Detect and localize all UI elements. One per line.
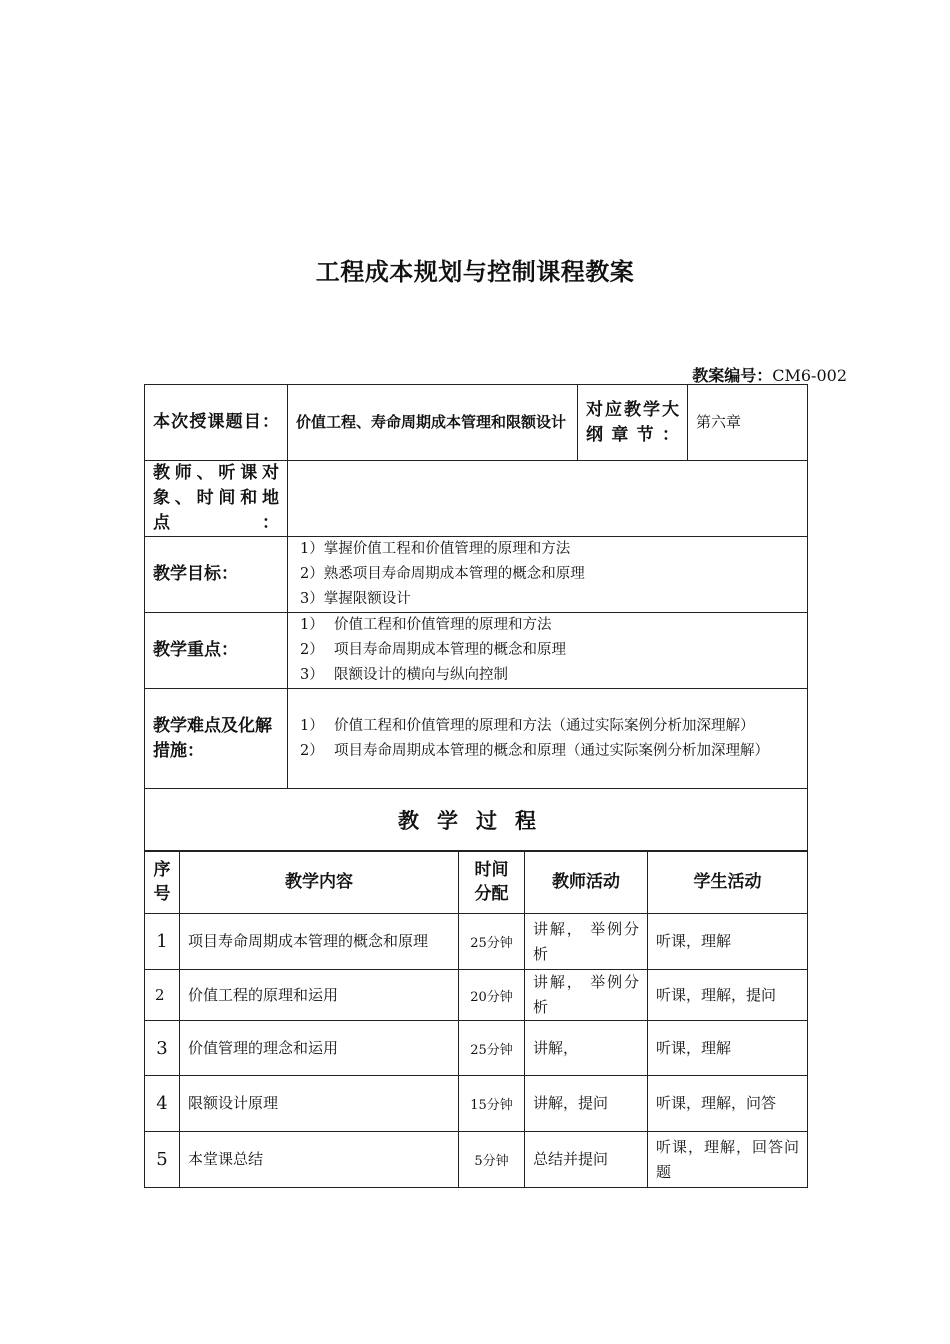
keypoints-row [145, 613, 808, 689]
row-seq: 2 [145, 970, 180, 1021]
row-seq: 3 [145, 1021, 180, 1076]
objectives-label: 教学目标： [145, 537, 288, 613]
objectives-list [288, 537, 808, 613]
keypoints-list [288, 613, 808, 689]
row-seq: 5 [145, 1132, 180, 1188]
process-header-row [145, 851, 808, 914]
column-header-teacher: 教师活动 [525, 851, 648, 914]
row-teacher-activity: 讲解， 举例分析 [525, 970, 648, 1021]
list-item: 1） 价值工程和价值管理的原理和方法 [300, 617, 552, 633]
row-time: 25分钟 [459, 914, 525, 970]
column-header-time: 时间分配 [459, 851, 525, 914]
difficulties-row [145, 689, 808, 789]
objectives-row [145, 537, 808, 613]
row-content: 价值管理的理念和运用 [180, 1021, 459, 1076]
row-teacher-activity: 讲解， 举例分析 [525, 914, 648, 970]
process-heading: 教学过程 [145, 789, 808, 852]
list-item: 2） 项目寿命周期成本管理的概念和原理 [300, 642, 566, 658]
row-seq: 4 [145, 1076, 180, 1132]
topic-row [145, 385, 808, 461]
document-number-value: CM6-002 [772, 366, 847, 385]
table-row [145, 1021, 808, 1076]
table-row [145, 1076, 808, 1132]
row-teacher-activity: 讲解，提问 [525, 1076, 648, 1132]
row-student-activity: 听课，理解，回答问题 [648, 1132, 808, 1188]
document-title: 工程成本规划与控制课程教案 [315, 258, 635, 286]
row-teacher-activity: 总结并提问 [525, 1132, 648, 1188]
process-heading-row [145, 789, 808, 852]
row-content: 限额设计原理 [180, 1076, 459, 1132]
list-item: 2） 熟悉项目寿命周期成本管理的概念和原理 [300, 566, 585, 582]
table-row [145, 1132, 808, 1188]
table-row [145, 970, 808, 1021]
column-header-seq: 序号 [145, 851, 180, 914]
lesson-info-table [144, 384, 808, 852]
list-item: 2） 项目寿命周期成本管理的概念和原理（通过实际案例分析加深理解） [300, 742, 769, 759]
row-content: 项目寿命周期成本管理的概念和原理 [180, 914, 459, 970]
row-time: 15分钟 [459, 1076, 525, 1132]
row-time: 20分钟 [459, 970, 525, 1021]
row-content: 价值工程的原理和运用 [180, 970, 459, 1021]
teacher-value [288, 461, 808, 537]
document-number [692, 363, 847, 386]
outline-label: 对应教学大纲章节： [578, 385, 688, 461]
row-student-activity: 听课，理解 [648, 1021, 808, 1076]
process-table [144, 850, 808, 1188]
teacher-row [145, 461, 808, 537]
difficulties-list [288, 689, 808, 789]
outline-value: 第六章 [688, 385, 808, 461]
document-number-label: 教案编号： [692, 366, 773, 385]
difficulties-label: 教学难点及化解措施： [145, 689, 288, 789]
teacher-label: 教师、听课对象、时间和地点： [145, 461, 288, 537]
row-student-activity: 听课，理解 [648, 914, 808, 970]
topic-label: 本次授课题目： [145, 385, 288, 461]
row-student-activity: 听课，理解，提问 [648, 970, 808, 1021]
row-time: 5分钟 [459, 1132, 525, 1188]
list-item: 1） 掌握价值工程和价值管理的原理和方法 [300, 541, 571, 557]
list-item: 1） 价值工程和价值管理的原理和方法（通过实际案例分析加深理解） [300, 717, 755, 734]
list-item: 3） 限额设计的横向与纵向控制 [300, 667, 508, 683]
row-student-activity: 听课，理解，问答 [648, 1076, 808, 1132]
row-time: 25分钟 [459, 1021, 525, 1076]
column-header-student: 学生活动 [648, 851, 808, 914]
row-seq: 1 [145, 914, 180, 970]
column-header-content: 教学内容 [180, 851, 459, 914]
list-item: 3） 掌握限额设计 [300, 591, 411, 607]
topic-value: 价值工程、寿命周期成本管理和限额设计 [288, 385, 578, 461]
keypoints-label: 教学重点： [145, 613, 288, 689]
row-content: 本堂课总结 [180, 1132, 459, 1188]
row-teacher-activity: 讲解， [525, 1021, 648, 1076]
table-row [145, 914, 808, 970]
